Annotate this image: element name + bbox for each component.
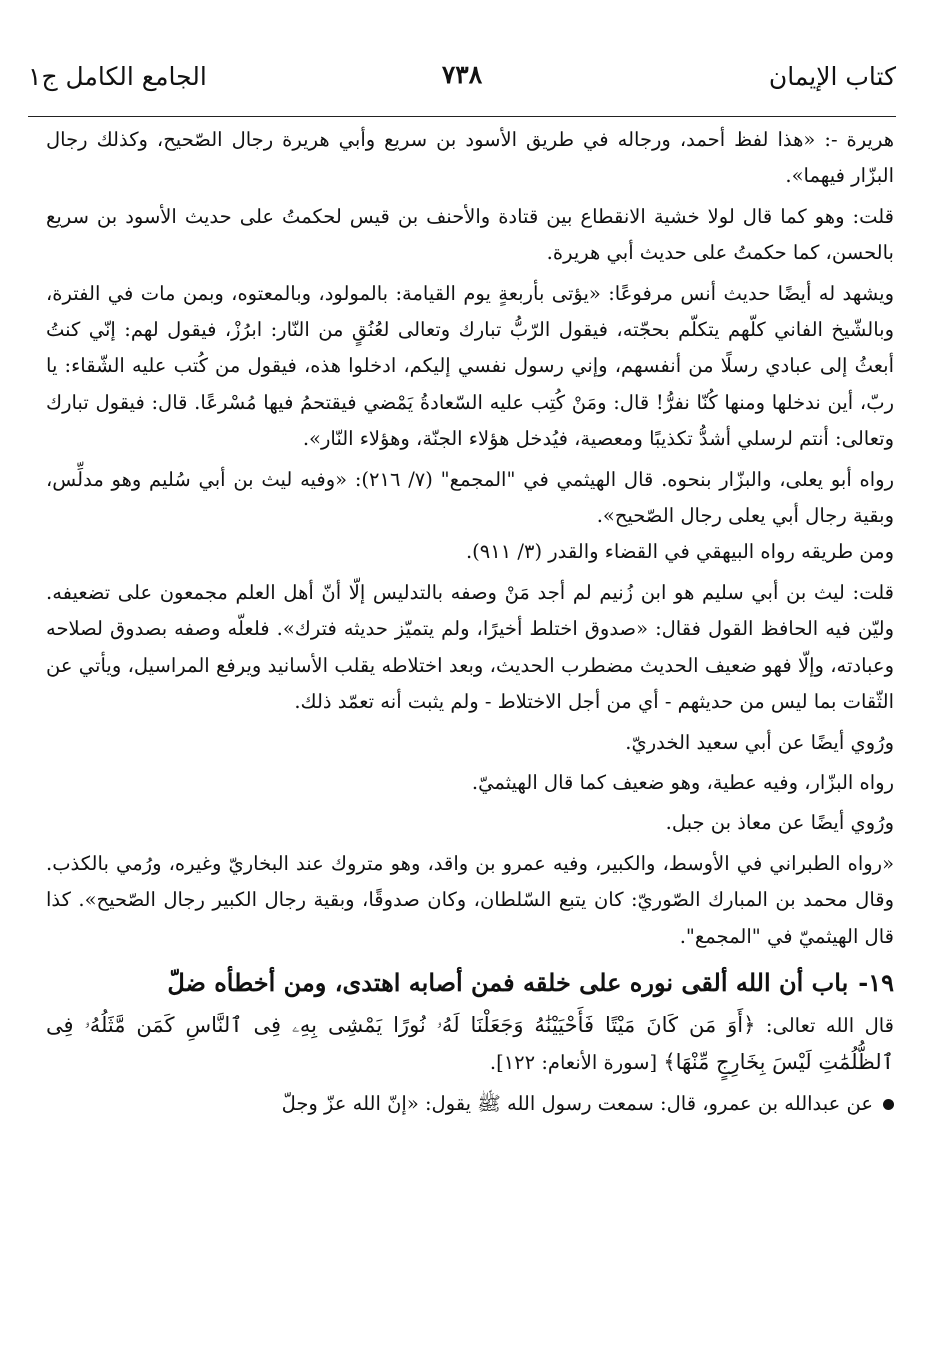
chapter-heading <box>46 959 894 1007</box>
paragraph: رواه البزّار، وفيه عطية، وهو ضعيف كما قال الهيثميّ. <box>471 770 894 794</box>
paragraph: «رواه الطبراني في الأوسط، والكبير، وفيه عمرو بن واقد، وهو متروك عند البخاريّ وغيره، ورُمي بالكذب. وقال محمد بن المبارك الصّوريّ: كان يتبع السّلطان، وكان صدوقًا، وبقية رجال الكبير رجال الصّحيح». كذا قال الهيثميّ في "المجمع". <box>46 851 894 948</box>
chapter-title: باب أن الله ألقى نوره على خلقه فمن أصابه اهتدى، ومن أخطأه ضلّ <box>167 967 849 997</box>
page-header <box>28 56 896 102</box>
page-number: ٧٣٨ <box>441 60 483 89</box>
header-book-title: الجامع الكامل ج١ <box>28 62 207 91</box>
verse-reference: [سورة الأنعام: ١٢٢]. <box>489 1051 658 1075</box>
paragraph: رواه أبو يعلى، والبزّار بنحوه. قال الهيثمي في "المجمع" (٧/ ٢١٦): «وفيه ليث بن أبي سُليم وهو مدلِّس، وبقية رجال أبي يعلى رجال الصّحيح». <box>46 467 894 528</box>
paragraph: هريرة -: «هذا لفظ أحمد، ورجاله في طريق الأسود بن سريع وأبي هريرة رجال الصّحيح، وكذلك رجال البزّار فيهما». <box>46 128 894 188</box>
paragraph: ويشهد له أيضًا حديث أنس مرفوعًا: «يؤتى بأربعةٍ يوم القيامة: بالمولود، وبالمعتوه، وبمن مات في الفترة، وبالشّيخ الفاني كلّهم يتكلّم بحجّته، فيقول الرّبُّ تبارك وتعالى لعُنُقٍ من النّار: ابرُزْ، فيقول لهم: إنّي كنتُ أبعثُ إلى عبادي رسلًا من أنفسهم، وإني رسول نفسي إليكم، ادخلوا هذه، فيقول من كُتب عليه الشّقاء: يا ربّ، أين ندخلها ومنها كُنّا نفرُّ! قال: ومَنْ كُتِب عليه السّعادةُ يَمْضي فيقتحمُ فيها مُسْرعًا. قال: فيقول تبارك وتعالى: أنتم لرسلي أشدُّ تكذيبًا ومعصية، فيُدخل هؤلاء الجنّة، وهؤلاء النّار». <box>46 281 894 451</box>
paragraph: قلت: وهو كما قال لولا خشية الانقطاع بين قتادة والأحنف بن قيس لحكمتُ على حديث الأسود بن سريع بالحسن، كما حكمتُ على حديث أبي هريرة. <box>46 204 894 265</box>
paragraph: ورُوي أيضًا عن أبي سعيد الخدريّ. <box>625 730 894 754</box>
verse-paragraph <box>46 1007 894 1082</box>
paragraph: ومن طريقه رواه البيهقي في القضاء والقدر (٣/ ٩١١). <box>465 540 894 564</box>
bullet-icon <box>883 1099 894 1110</box>
page-body <box>46 122 894 1122</box>
quran-verse: ﴿أَوَ مَن كَانَ مَيْتًا فَأَحْيَيْنَٰهُ وَجَعَلْنَا لَهُۥ نُورًا يَمْشِى بِهِۦ فِى ٱلنَّاسِ كَمَن مَّثَلُهُۥ فِى ٱلظُّلُمَٰتِ لَيْسَ بِخَارِجٍ مِّنْهَا﴾ <box>46 1012 894 1075</box>
header-book-section: كتاب الإيمان <box>768 62 896 91</box>
hadith-text: عن عبدالله بن عمرو، قال: سمعت رسول الله ﷺ يقول: «إنّ الله عزّ وجلّ <box>281 1091 873 1115</box>
verse-intro: قال الله تعالى: <box>765 1013 895 1037</box>
header-divider <box>28 116 896 117</box>
paragraph: ورُوي أيضًا عن معاذ بن جبل. <box>665 811 894 835</box>
hadith-line <box>46 1086 894 1122</box>
paragraph: قلت: ليث بن أبي سليم هو ابن زُنيم لم أجد مَنْ وصفه بالتدليس إلّا أنّ أهل العلم مجمعون على تضعيفه. وليّن فيه الحافظ القول فقال: «صدوق اختلط أخيرًا، ولم يتميّز حديثه فترك». فلعلّه وصفه بصدوق لصلاحه وعبادته، وإلّا فهو ضعيف الحديث مضطرب الحديث، وبعد اختلاطه يقلب الأسانيد ويرفع المراسيل، ويأتي عن الثّقات بما ليس من حديثهم - أي من أجل الاختلاط - ولم يثبت أنه تعمّد ذلك. <box>46 580 894 714</box>
chapter-number: ١٩- <box>858 967 894 997</box>
